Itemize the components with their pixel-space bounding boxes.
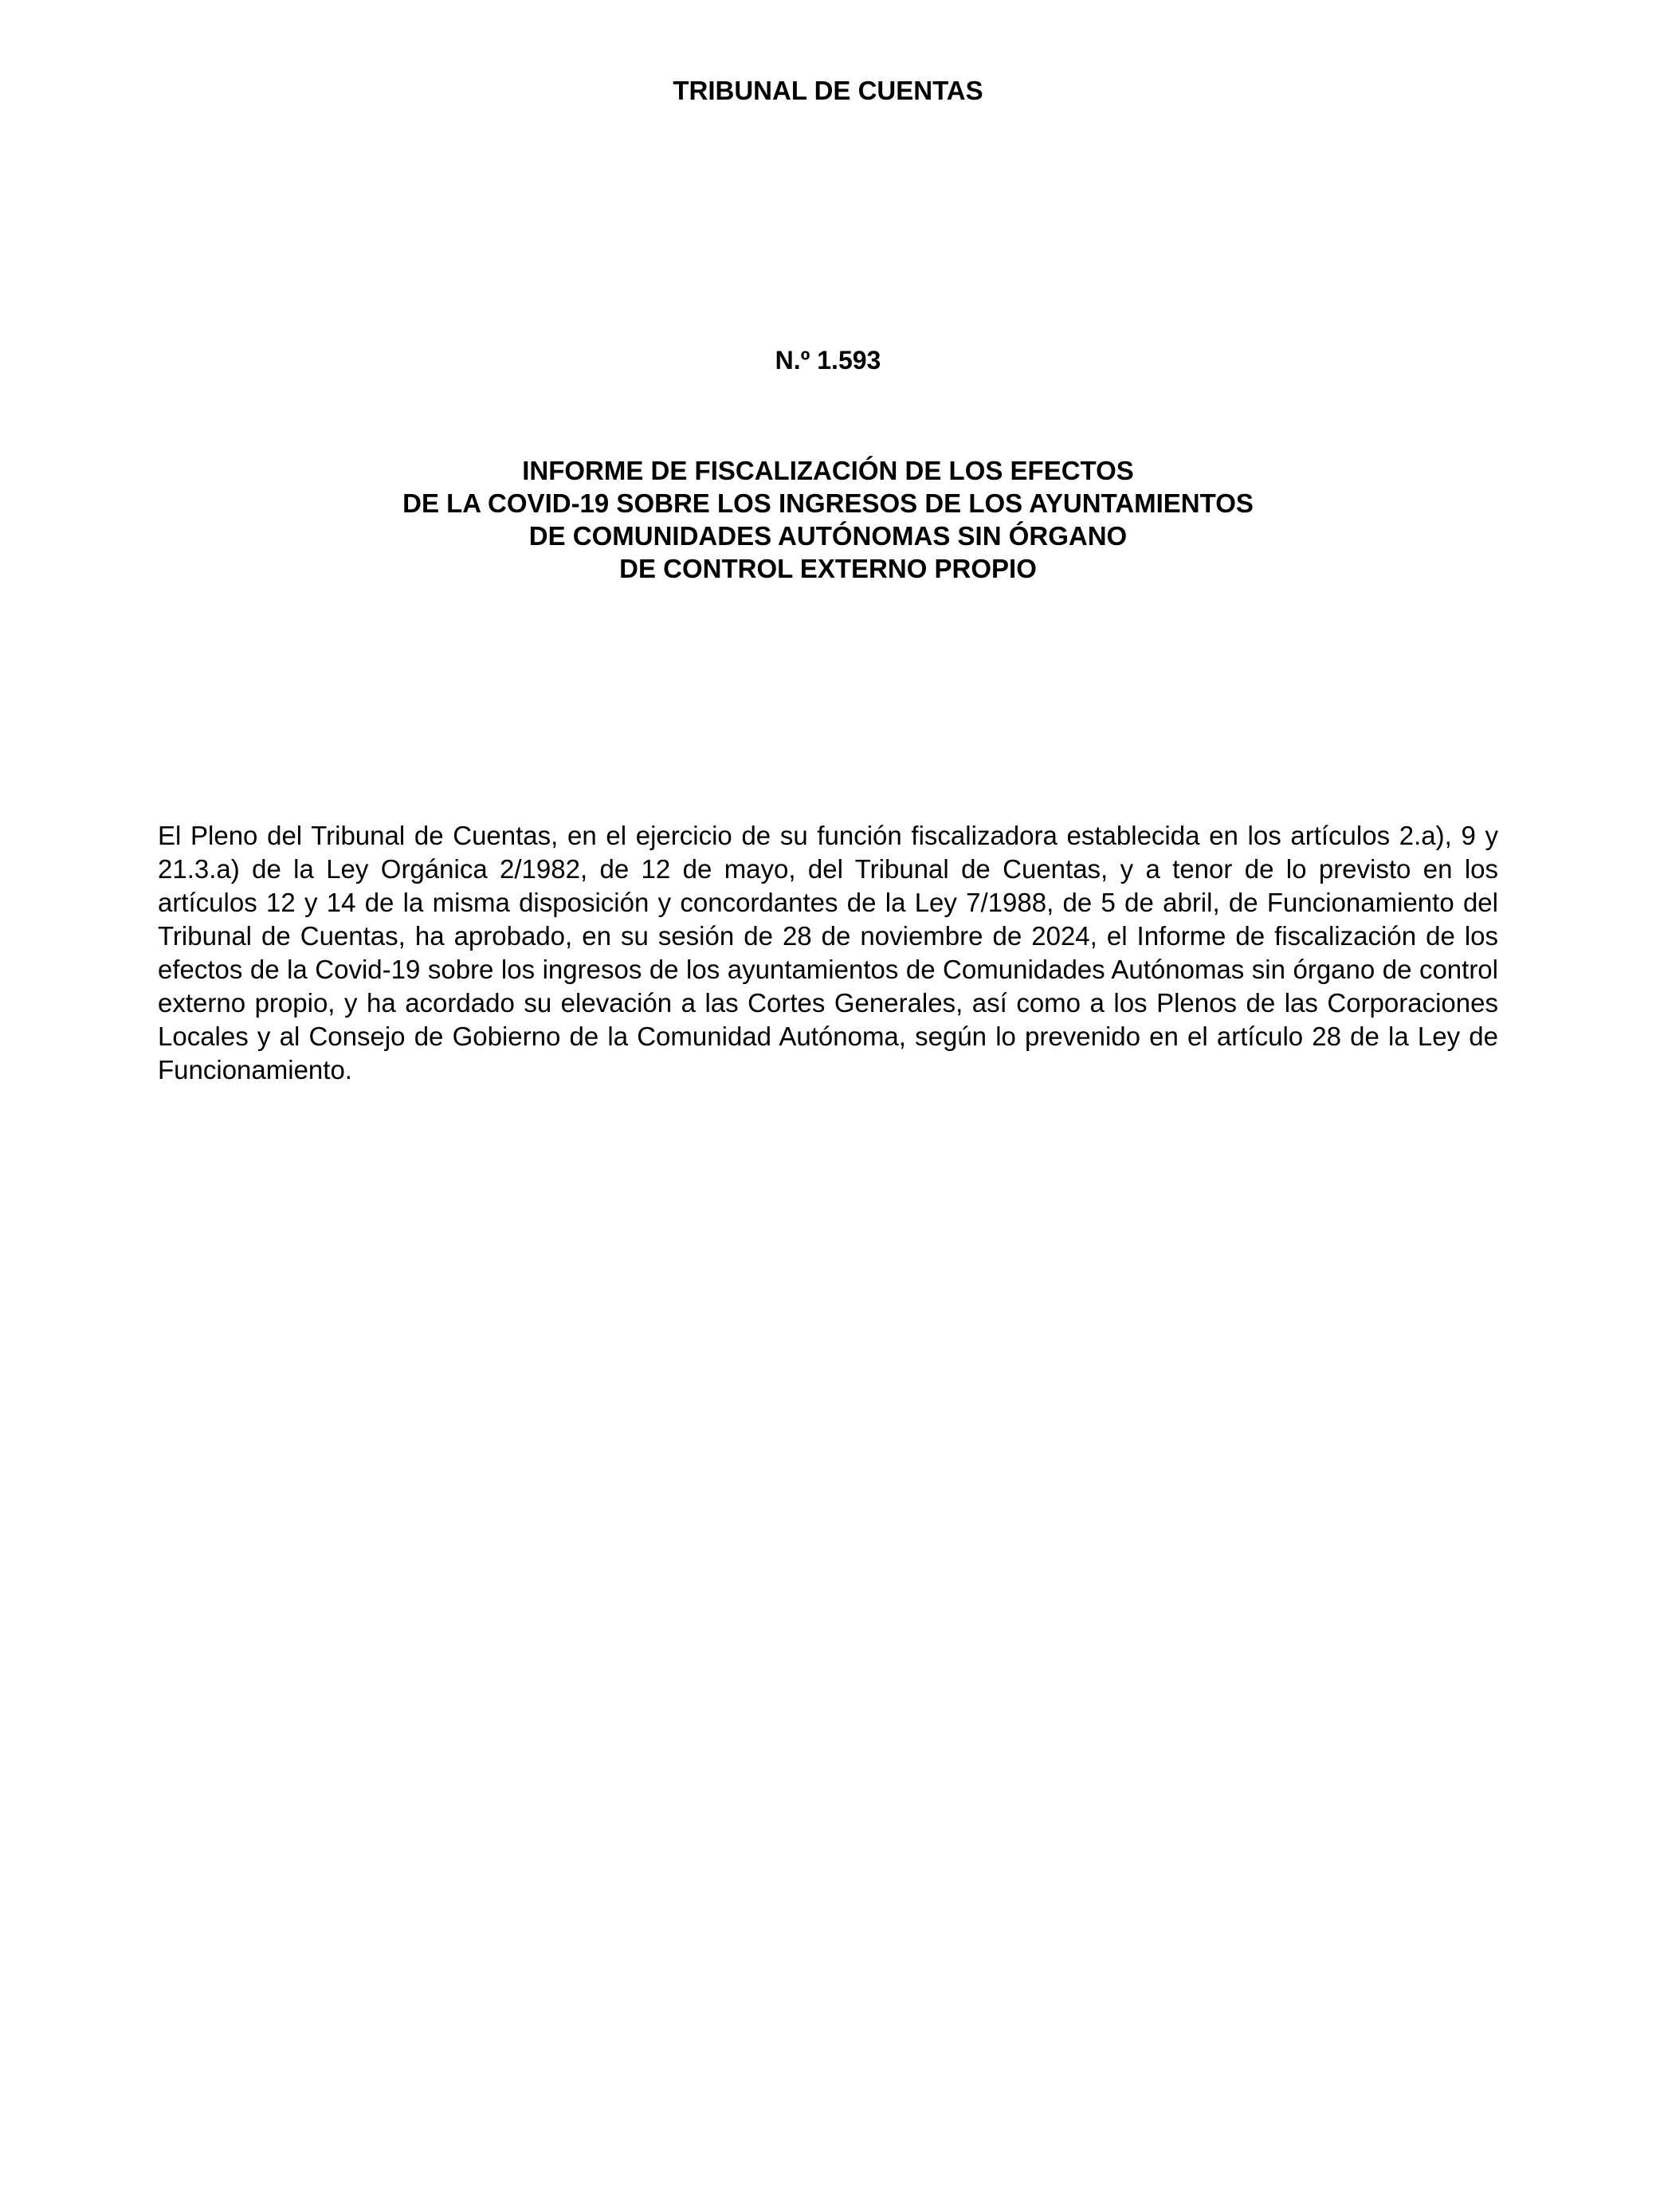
report-title-line: DE COMUNIDADES AUTÓNOMAS SIN ÓRGANO <box>528 521 1128 551</box>
report-title-line: INFORME DE FISCALIZACIÓN DE LOS EFECTOS <box>522 456 1134 485</box>
report-title-line: DE CONTROL EXTERNO PROPIO <box>619 554 1037 583</box>
report-title-line: DE LA COVID-19 SOBRE LOS INGRESOS DE LOS AYUNTAMIENTOS <box>402 488 1254 518</box>
report-number: N.º 1.593 <box>775 346 881 375</box>
report-title <box>0 454 1656 585</box>
institution-header: TRIBUNAL DE CUENTAS <box>673 76 983 105</box>
approval-paragraph: El Pleno del Tribunal de Cuentas, en el ejercicio de su función fiscalizadora establecida en los artículos 2.a), 9 y 21.3.a) de la Ley Orgánica 2/1982, de 12 de mayo, del Tribunal de Cuentas, y a tenor de lo previsto en los artículos 12 y 14 de la misma disposición y concordantes de la Ley 7/1988, de 5 de abril, de Funcionamiento del Tribunal de Cuentas, ha aprobado, en su sesión de 28 de noviembre de 2024, el Informe de fiscalización de los efectos de la Covid-19 sobre los ingresos de los ayuntamientos de Comunidades Autónomas sin órgano de control externo propio, y ha acordado su elevación a las Cortes Generales, así como a los Plenos de las Corporaciones Locales y al Consejo de Gobierno de la Comunidad Autónoma, según lo prevenido en el artículo 28 de la Ley de Funcionamiento. <box>158 821 1498 1084</box>
